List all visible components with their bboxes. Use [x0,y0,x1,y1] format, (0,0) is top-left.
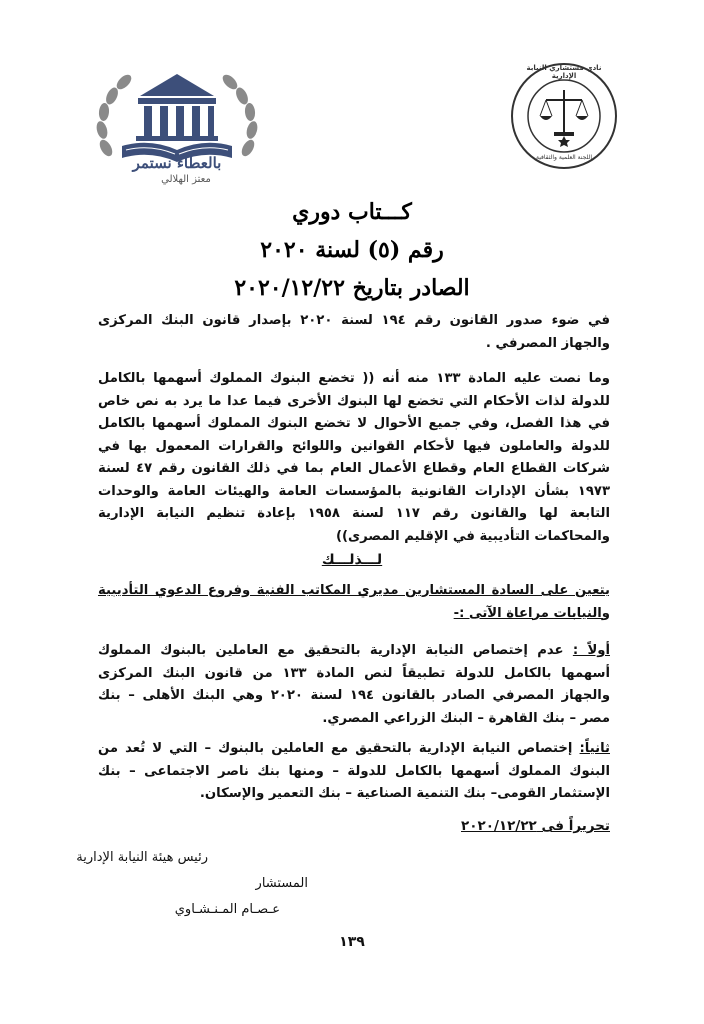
seal-ring-text: نادي مستشاري النيابة الإدارية [526,64,602,80]
section-heading-therefore: لـــذلـــك [321,552,383,568]
courthouse-book-logo [92,58,262,190]
logo-left-main-text: بالعطاء نستمر [132,154,222,172]
item-first-text: عدم إختصاص النيابة الإدارية بالتحقيق مع العاملين بالبنوك المملوك أسهمها بالكامل للدولة تطبيقاً لنص المادة ١٣٣ من قانون البنك المركزى والجهاز المصرفي الصادر بالقانون ١٩٤ لسنة ٢٠٢٠ وهي البنك الأهلى – بنك مصر – بنك القاهرة – البنك الزراعي المصري. [98,643,611,726]
paragraph-law-issuance: في ضوء صدور القانون رقم ١٩٤ لسنة ٢٠٢٠ بإصدار قانون البنك المركزى والجهاز المصرفي . [98,313,610,351]
page-number: ١٣٩ [339,934,365,950]
club-seal-logo [508,60,620,172]
paragraph-article-133: وما نصت عليه المادة ١٣٣ منه أنه (( تخضع البنوك المملوك أسهمها بالكامل للدولة لذات الأحكام التي تخضع لها البنوك الأخرى فيما عدا ما يرد به نص خاص في هذا الفصل، وفي جميع الأحوال لا تخضع البنوك المملوك أسهمها بالكامل للدولة والعاملون فيها لأحكام القوانين واللوائح والقرارات المعمول بها في شركات القطاع العام وقطاع الأعمال العام بما في ذلك القانون رقم ٤٧ لسنة ١٩٧٣ بشأن الإدارات القانونية بالمؤسسات العامة والهيئات العامة والوحدات التابعة لها والقانون رقم ١١٧ لسنة ١٩٥٨ بإعادة تنظيم النيابة الإدارية والمحاكمات التأديبية في الإقليم المصرى)) [98,371,610,544]
item-second [98,738,610,806]
item-second-text: إختصاص النيابة الإدارية بالتحقيق مع العاملين بالبنوك – التي لا تُعد من البنوك المملوك أسهمها بالكامل للدولة – ومنها بنك ناصر الاجتماعى – بنك الإستثمار القومى– بنك التنمية الصناعية – بنك التعمير والإسكان. [98,741,610,801]
signature-name: عـصـام المـنـشـاوي [174,902,280,917]
title-issue-date: الصادر بتاريخ ٢٠٢٠/١٢/٢٢ [234,275,470,301]
item-first [98,640,610,730]
item-first-label: أولاً : [572,643,610,658]
title-circular: كـــتاب دوري [292,199,412,225]
signature-rank: المستشار [255,876,308,891]
signature-title: رئيس هيئة النيابة الإدارية [76,850,208,865]
seal-bottom-text: اللجنة العلمية والثقافية [535,154,593,161]
item-second-label: ثانياً: [579,741,610,756]
paragraph-directive: يتعين على السادة المستشارين مديري المكاتب الفنية وفروع الدعوي التأديبية والنيابات مراعاة الآتى :- [98,583,610,621]
title-number: رقم (٥) لسنة ٢٠٢٠ [260,237,444,263]
document-title-block [0,194,704,306]
written-date: تحريراً فى ٢٠٢٠/١٢/٢٢ [461,818,610,834]
logo-left-sub-text: معتز الهلالي [161,174,211,185]
